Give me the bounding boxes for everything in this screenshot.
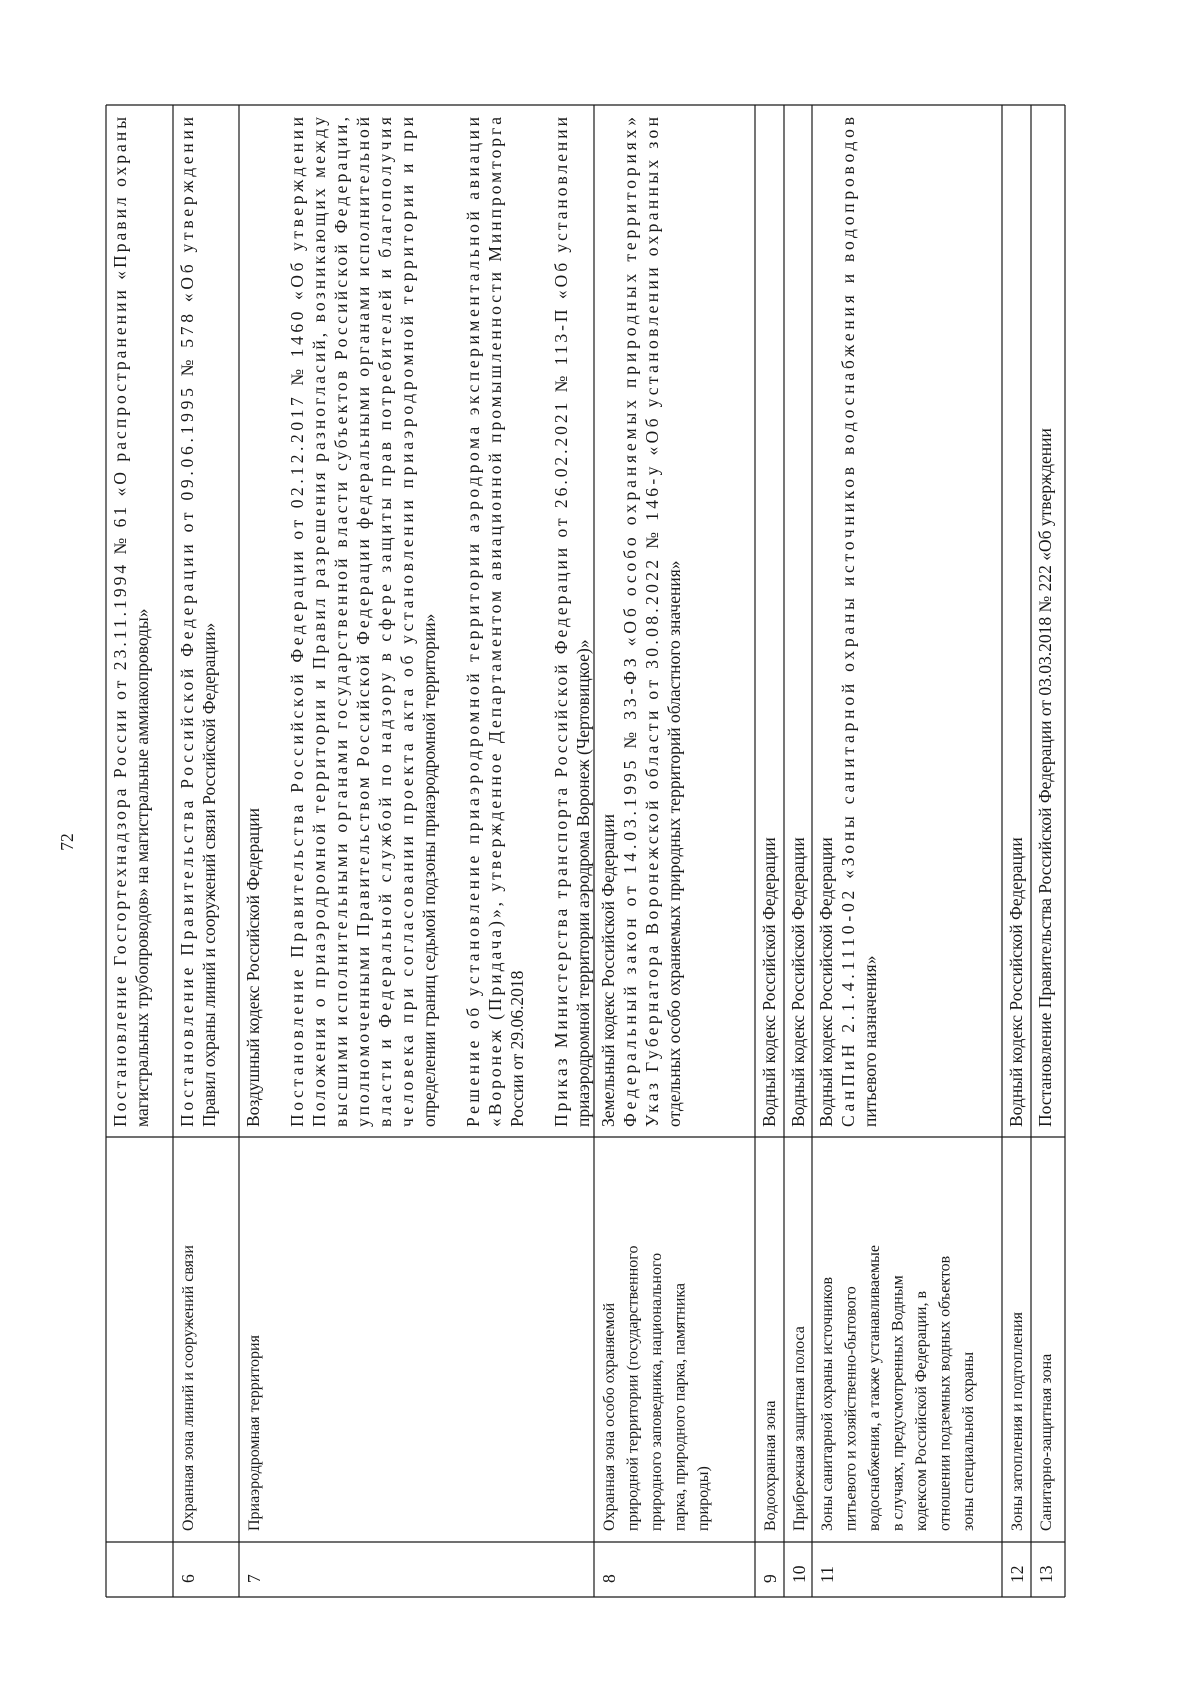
zone-name-line: Зоны затопления и подтопления [1009, 1312, 1026, 1531]
legal-document-line: России от 29.06.2018 [507, 970, 527, 1127]
legal-document-line: Положения о приаэродромной территории и Правил разрешения разногласий, возникающих между [309, 117, 329, 1127]
legal-document-line: власти и Федеральной службой по надзору в сфере защиты прав потребителей и благополучия [375, 117, 395, 1127]
zone-name-line: природной территории (государственного [624, 1245, 642, 1531]
row-number: 12 [1007, 1565, 1027, 1583]
zone-name-line: Приаэродромная территория [246, 1335, 263, 1531]
row-number: 11 [817, 1566, 837, 1583]
legal-document-line: человека при согласовании проекта акта об установлении приаэродромной территории и при [397, 117, 417, 1127]
legal-document-line: Федеральный закон от 14.03.1995 № 33-ФЗ «Об особо охраняемых природных территориях» [620, 117, 640, 1127]
zone-name-line: Прибрежная защитная полоса [791, 1326, 808, 1531]
zone-name-line: Зоны санитарной охраны источников [819, 1277, 836, 1531]
row-number: 8 [599, 1574, 619, 1583]
legal-document-line: уполномоченными Правительством Российской Федерации федеральными органами исполнительной [353, 116, 373, 1127]
zone-name-line: природы) [695, 1466, 712, 1531]
zone-name-line: Охранная зона линий и сооружений связи [180, 1245, 197, 1531]
legal-document-line: Водный кодекс Российской Федерации [759, 837, 779, 1127]
zone-name-line: кодексом Российской Федерации, в [913, 1290, 930, 1531]
legal-document-line: Постановление Госгортехнадзора России от 23.11.1994 № 61 «О распространении «Правил охраны [110, 117, 130, 1127]
zone-name-line: питьевого и хозяйственно-бытового [842, 1286, 860, 1531]
zone-name-line: Водоохранная зона [762, 1400, 779, 1531]
row-number: 6 [178, 1574, 198, 1583]
legal-document-line: Приказ Министерства транспорта Российской Федерации от 26.02.2021 № 113-П «Об установлении [551, 117, 571, 1127]
legal-document-line: Водный кодекс Российской Федерации [788, 837, 808, 1127]
row-number: 10 [789, 1565, 809, 1583]
zone-name-line: Охранная зона особо охраняемой [601, 1302, 618, 1531]
legal-document-line: Указ Губернатора Воронежской области от 30.08.2022 № 146-у «Об установлении охранных зон [642, 117, 662, 1127]
legal-document-line: Решение об установление приаэродромной территории аэродрома экспериментальной авиации [463, 117, 483, 1127]
zone-name-line: парка, природного парка, памятника [671, 1282, 689, 1531]
zone-name-line: природного заповедника, национального [648, 1252, 665, 1531]
legal-document-line: Земельный кодекс Российской Федерации [598, 814, 618, 1127]
zone-name-line: Санитарно-защитная зона [1038, 1353, 1055, 1531]
zone-name-line: отношении подземных водных объектов [936, 1255, 954, 1531]
legal-document-line: Постановление Правительства Российской Федерации от 09.06.1995 № 578 «Об утверждении [177, 117, 197, 1127]
legal-document-line: Правил охраны линий и сооружений связи Российской Федерации» [199, 622, 219, 1127]
legal-document-line: Водный кодекс Российской Федерации [816, 837, 836, 1127]
legal-document-line: СанПиН 2.1.4.1110-02 «Зоны санитарной охраны источников водоснабжения и водопроводов [838, 117, 858, 1127]
legal-document-line: высшими исполнительными органами государственной власти субъектов Российской Федерации, [331, 117, 351, 1127]
legal-document-line: отдельных особо охраняемых природных территорий областного значения» [664, 560, 684, 1127]
legal-document-line: Водный кодекс Российской Федерации [1006, 837, 1026, 1127]
zone-name-line: водоснабжения, а также устанавливаемые [866, 1244, 883, 1531]
legal-document-line: приаэродромной территории аэродрома Воронеж (Чертовицкое)» [573, 639, 593, 1127]
page-number: 72 [57, 833, 77, 851]
legal-document-line: Постановление Правительства Российской Федерации от 03.03.2018 № 222 «Об утверждении [1035, 428, 1055, 1127]
row-number: 13 [1036, 1565, 1056, 1583]
legal-document-line: «Воронеж (Придача)», утвержденное Департаментом авиационной промышленности Минпромторга [485, 117, 505, 1127]
legal-document-line: определении границ седьмой подзоны приаэродромной территории» [419, 613, 439, 1127]
row-number: 7 [244, 1574, 264, 1583]
legal-document-line: магистральных трубопроводов» на магистральные аммиакопроводы» [132, 608, 152, 1127]
row-number: 9 [760, 1574, 780, 1583]
zone-name-line: зоны специальной охраны [960, 1351, 977, 1531]
legal-document-line: питьевого назначения» [860, 955, 880, 1127]
legal-document-line: Постановление Правительства Российской Федерации от 02.12.2017 № 1460 «Об утверждении [287, 117, 307, 1127]
legal-document-line: Воздушный кодекс Российской Федерации [243, 807, 263, 1127]
zone-name-line: в случаях, предусмотренных Водным [889, 1275, 907, 1531]
